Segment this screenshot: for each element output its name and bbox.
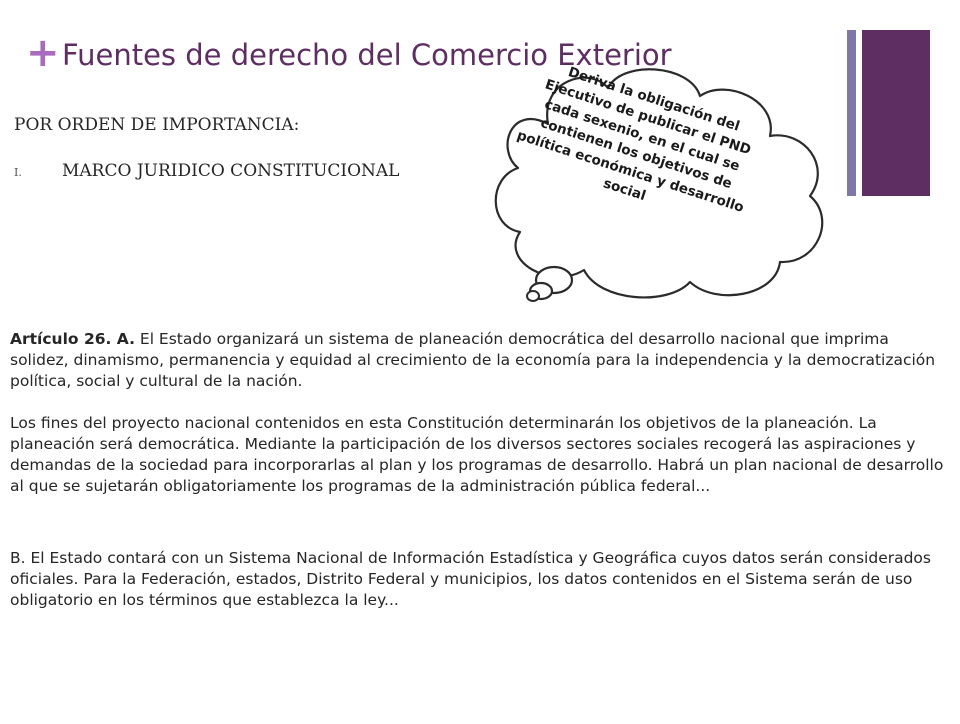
order-heading: POR ORDEN DE IMPORTANCIA: <box>14 115 300 135</box>
list-item-marco-juridico: MARCO JURIDICO CONSTITUCIONAL <box>62 161 400 181</box>
slide-title: Fuentes de derecho del Comercio Exterior <box>62 38 672 72</box>
article-26-paragraph <box>10 329 950 392</box>
planning-objectives-paragraph: Los fines del proyecto nacional contenidos en esta Constitución determinarán los objetivos de la planeación. La planeación será democrática. Mediante la participación de los diversos sectores sociales recogerá las aspiraciones y demandas de la sociedad para incorporarlas al plan y los programas de desarrollo. Habrá un plan nacional de desarrollo al que se sujetarán obligatoriamente los programas de la administración pública federal... <box>10 414 944 495</box>
cloud-bubble-small <box>527 291 539 301</box>
article-label: Artículo 26. A. <box>10 330 135 348</box>
section-b-paragraph: B. El Estado contará con un Sistema Nacional de Información Estadística y Geográfica cuyos datos serán considerados oficiales. Para la Federación, estados, Distrito Federal y municipios, los datos contenidos en el Sistema serán de uso obligatorio en los términos que establezca la ley... <box>10 549 931 609</box>
callout-text: Deriva la obligación del Ejecutivo de publicar el PND cada sexenio, en el cual se contienen los objetivos de política económica y desarrollo social <box>514 64 753 216</box>
plus-icon: + <box>26 30 60 76</box>
list-numeral: I. <box>14 166 22 179</box>
article-26-text: El Estado organizará un sistema de planeación democrática del desarrollo nacional que imprima solidez, dinamismo, permanencia y equidad al crecimiento de la economía para la independencia y la democratización política, social y cultural de la nación. <box>10 330 936 390</box>
